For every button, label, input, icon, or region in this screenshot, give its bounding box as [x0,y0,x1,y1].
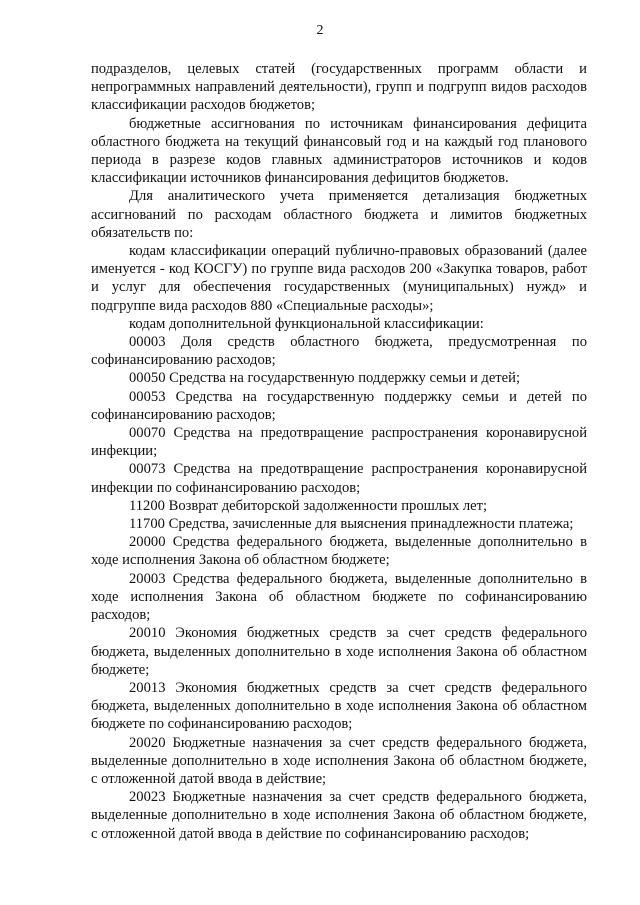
code-item: 00070 Средства на предотвращение распространения коронавирусной инфекции; [91,425,587,460]
paragraph: подразделов, целевых статей (государственных программ области и непрограммных направлений деятельности), групп и подгрупп видов расходов классификации расходов бюджетов; [91,61,587,114]
code-item: 00053 Средства на государственную поддержку семьи и детей по софинансированию расходов; [91,388,587,423]
code-item: 20020 Бюджетные назначения за счет средств федерального бюджета, выделенные дополнительно в ходе исполнения Закона об областном бюджете, с отложенной датой ввода в действие; [91,734,587,787]
code-item: 11700 Средства, зачисленные для выяснения принадлежности платежа; [129,516,574,533]
paragraph: кодам классификации операций публично-правовых образований (далее именуется - код КОСГУ) по группе вида расходов 200 «Закупка товаров, работ и услуг для обеспечения государственных (муниципальных) нужд» и подгруппе вида расходов 880 «Специальные расходы»; [91,243,587,314]
code-item: 00003 Доля средств областного бюджета, предусмотренная по софинансированию расходов; [91,334,587,369]
code-item: 00073 Средства на предотвращение распространения коронавирусной инфекции по софинансированию расходов; [91,461,587,496]
code-item: 20013 Экономия бюджетных средств за счет средств федерального бюджета, выделенных дополнительно в ходе исполнения Закона об областном бюджете по софинансированию расходов; [91,679,587,733]
code-item: 11200 Возврат дебиторской задолженности прошлых лет; [129,497,488,514]
code-item: 20023 Бюджетные назначения за счет средств федерального бюджета, выделенные дополнительно в ходе исполнения Закона об областном бюджете, с отложенной датой ввода в действие по софинансированию расходов; [91,789,587,842]
code-item: 20003 Средства федерального бюджета, выделенные дополнительно в ходе исполнения Закона об областном бюджете по софинансированию расходов; [91,570,587,624]
document-body [91,60,587,843]
code-item: 20010 Экономия бюджетных средств за счет средств федерального бюджета, выделенных дополнительно в ходе исполнения Закона об областном бюджете; [91,625,587,678]
page-number: 2 [316,23,324,38]
paragraph: Для аналитического учета применяется детализация бюджетных ассигнований по расходам областного бюджета и лимитов бюджетных обязательств по: [91,188,587,241]
code-item: 20000 Средства федерального бюджета, выделенные дополнительно в ходе исполнения Закона об областном бюджете; [91,534,587,569]
paragraph: кодам дополнительной функциональной классификации: [129,315,484,332]
code-item: 00050 Средства на государственную поддержку семьи и детей; [129,370,521,387]
paragraph: бюджетные ассигнования по источникам финансирования дефицита областного бюджета на текущий финансовый год и на каждый год планового периода в разрезе кодов главных администраторов источников и кодов классификации источников финансирования дефицитов бюджетов. [91,115,587,187]
